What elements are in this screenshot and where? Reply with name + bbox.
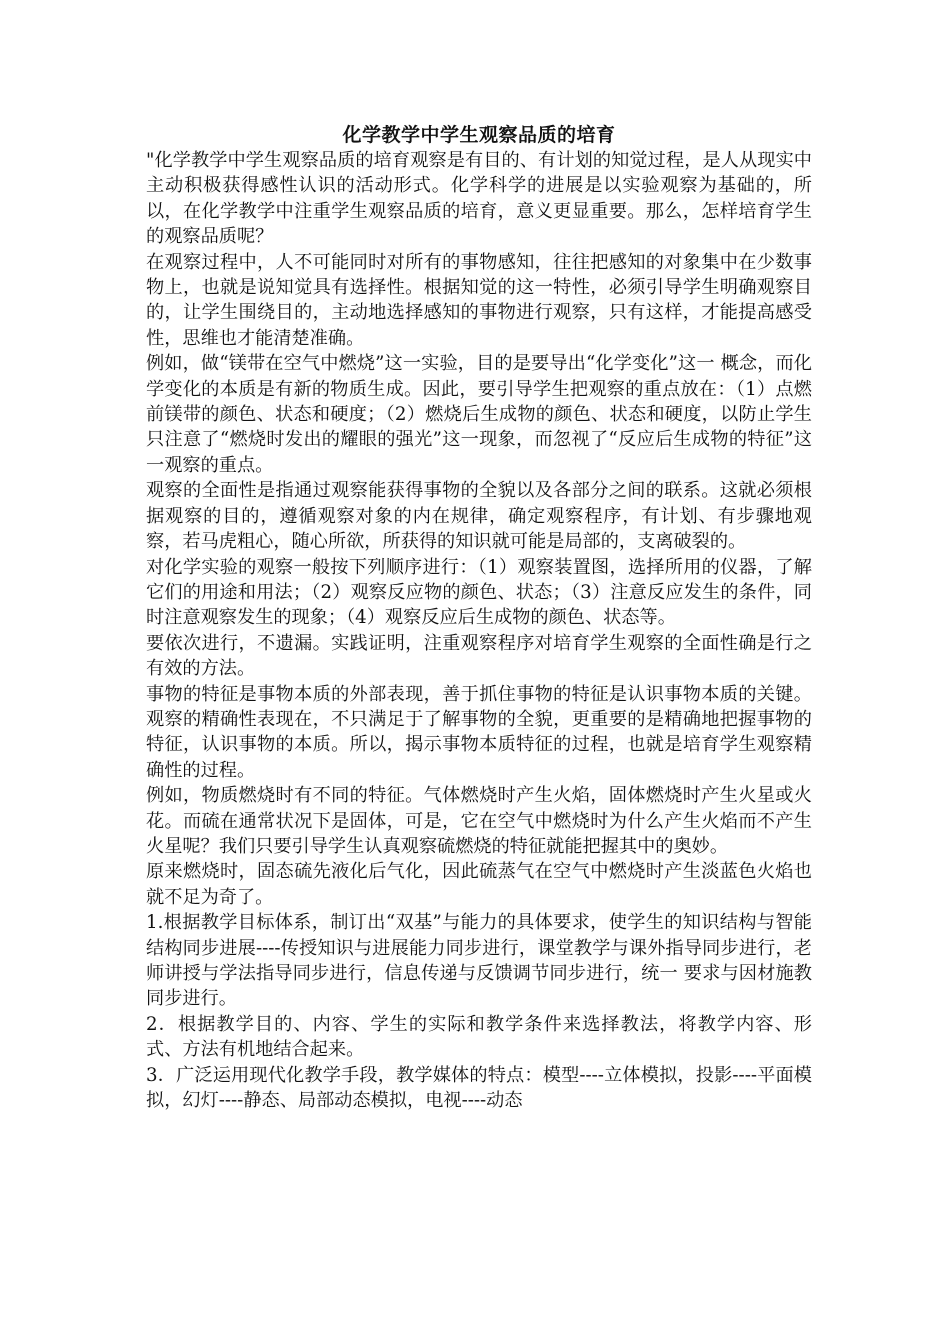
document-title: 化学教学中学生观察品质的培育 [342, 124, 616, 146]
paragraph-combustion-example: 例如，物质燃烧时有不同的特征。气体燃烧时产生火焰，固体燃烧时产生火星或火花。而硫在通常状况下是固体，可是，它在空气中燃烧时为什么产生火焰而不产生火星呢？我们只要引导学生认真观察硫燃烧的特征就能把握其中的奥妙。 [146, 785, 812, 857]
paragraph-sulfur-explanation: 原来燃烧时，固态硫先液化后气化，因此硫蒸气在空气中燃烧时产生淡蓝色火焰也就不足为奇了。 [146, 861, 812, 908]
paragraph-comprehensiveness: 观察的全面性是指通过观察能获得事物的全貌以及各部分之间的联系。这就必须根据观察的目的，遵循观察对象的内在规律，确定观察程序，有计划、有步骤地观察，若马虎粗心，随心所欲，所获得的知识就可能是局部的，支离破裂的。 [146, 480, 812, 553]
list-item-2: 2．根据教学目的、内容、学生的实际和教学条件来选择教法，将教学内容、形式、方法有机地结合起来。 [146, 1013, 812, 1061]
paragraph-magnesium-example: 例如，做“镁带在空气中燃烧”这一实验，目的是要导出“化学变化”这一 概念，而化学变化的本质是有新的物质生成。因此，要引导学生把观察的重点放在：（1）点燃前镁带的颜色、状态和硬度；（2）燃烧后生成物的颜色、状态和硬度，以防止学生只注意了“燃烧时发出的耀眼的强光”这一现象，而忽视了“反应后生成物的特征”这一观察的重点。 [146, 353, 812, 476]
list-item-3: 3．广泛运用现代化教学手段，教学媒体的特点：模型----立体模拟，投影----平面模拟，幻灯----静态、局部动态模拟，电视----动态 [146, 1064, 812, 1112]
paragraph-precision: 事物的特征是事物本质的外部表现，善于抓住事物的特征是认识事物本质的关键。观察的精确性表现在，不只满足于了解事物的全貌，更重要的是精确地把握事物的特征，认识事物的本质。所以，揭示事物本质特征的过程，也就是培育学生观察精确性的过程。 [146, 683, 812, 781]
document-page [146, 122, 812, 1113]
paragraph-intro: "化学教学中学生观察品质的培育观察是有目的、有计划的知觉过程，是人从现实中主动积极获得感性认识的活动形式。化学科学的进展是以实验观察为基础的，所以，在化学教学中注重学生观察品质的培育，意义更显重要。那么，怎样培育学生的观察品质呢？ [146, 150, 812, 248]
list-item-1: 1.根据教学目标体系，制订出“双基”与能力的具体要求，使学生的知识结构与智能结构同步进展----传授知识与进展能力同步进行，课堂教学与课外指导同步进行，老师讲授与学法指导同步进行，信息传递与反馈调节同步进行，统一 要求与因材施教同步进行。 [146, 912, 812, 1010]
paragraph-sequence-method: 要依次进行，不遗漏。实践证明，注重观察程序对培育学生观察的全面性确是行之有效的方法。 [146, 632, 812, 680]
paragraph-selectivity: 在观察过程中，人不可能同时对所有的事物感知，往往把感知的对象集中在少数事物上，也就是说知觉具有选择性。根据知觉的这一特性，必须引导学生明确观察目的，让学生围绕目的，主动地选择感知的事物进行观察，只有这样，才能提高感受性，思维也才能清楚准确。 [146, 251, 812, 349]
paragraph-observation-order: 对化学实验的观察一般按下列顺序进行：（1）观察装置图，选择所用的仪器，了解它们的用途和用法；（2）观察反应物的颜色、状态；（3）注意反应发生的条件，同时注意观察发生的现象；（4）观察反应后生成物的颜色、状态等。 [146, 556, 812, 629]
